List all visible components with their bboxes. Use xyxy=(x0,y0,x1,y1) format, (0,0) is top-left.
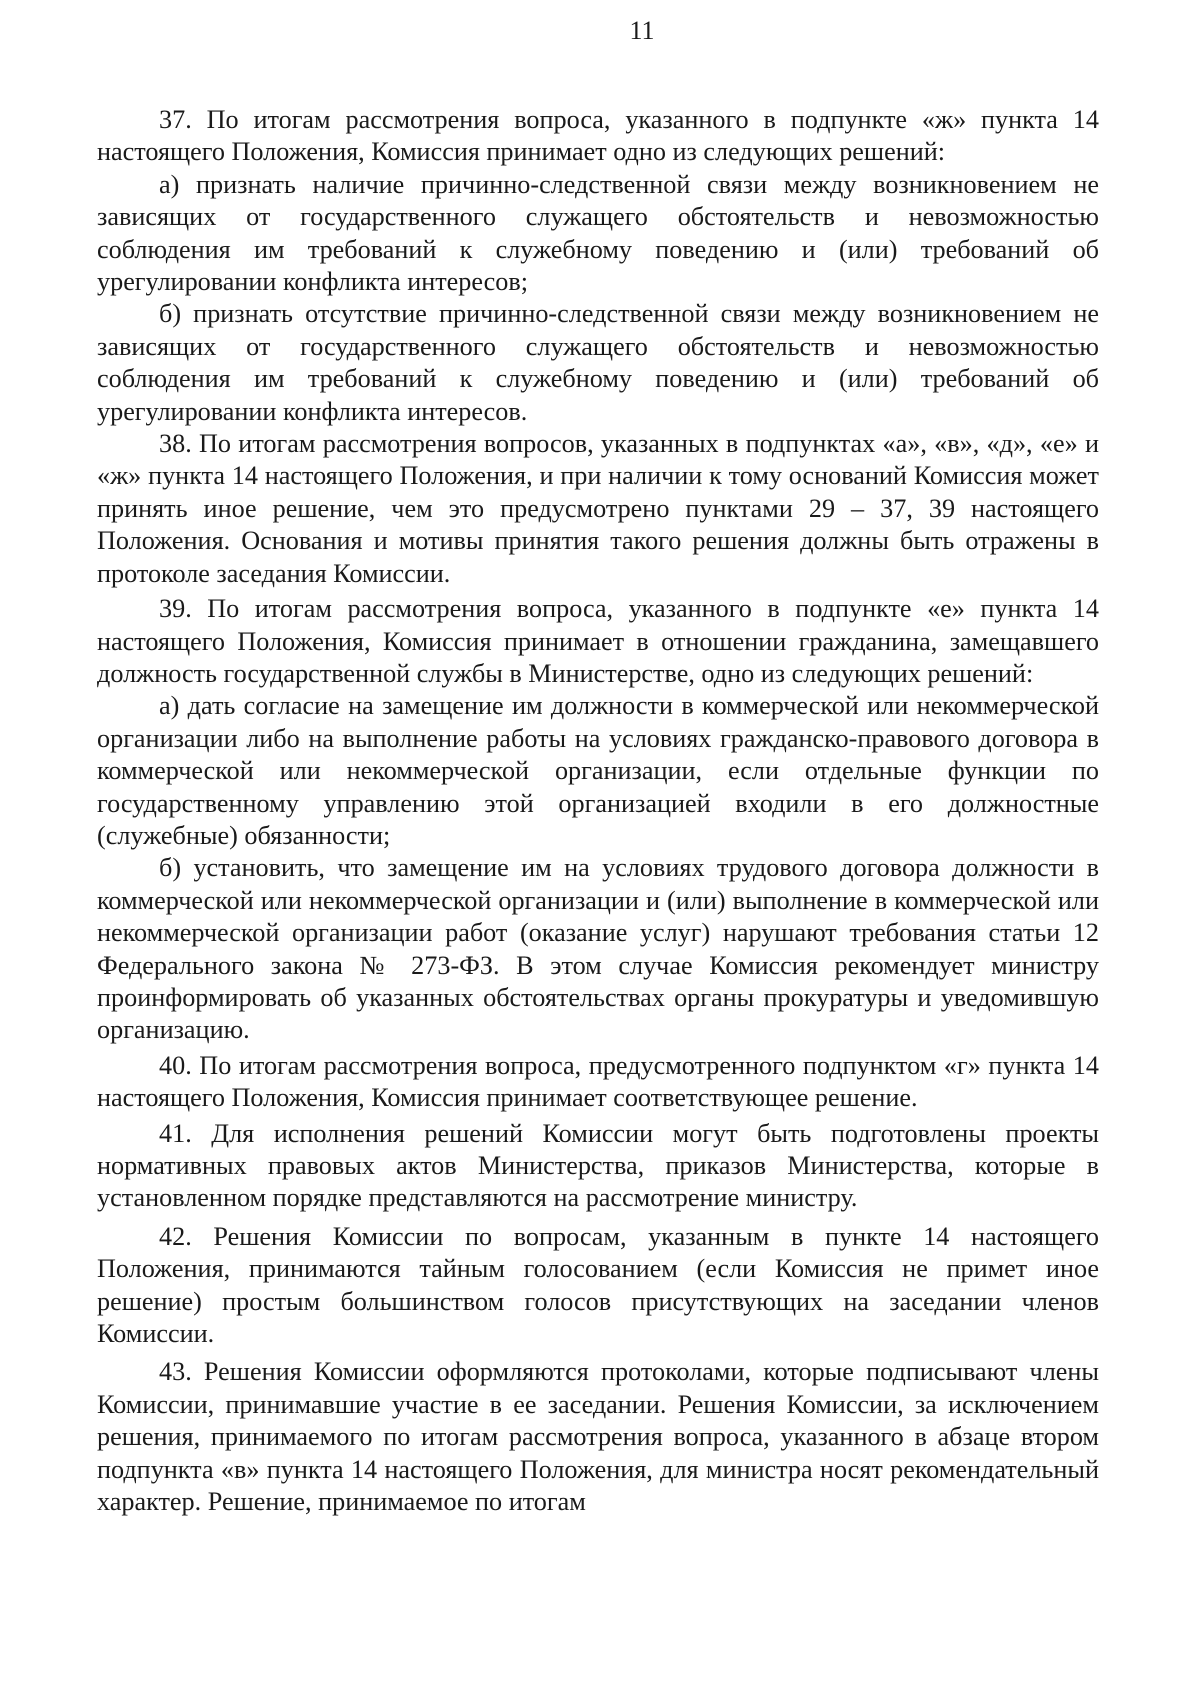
paragraph-42: 42. Решения Комиссии по вопросам, указанным в пункте 14 настоящего Положения, принимаются тайным голосованием (если Комиссия не примет иное решение) простым большинством голосов присутствующих на заседании членов Комиссии. xyxy=(97,1221,1099,1349)
paragraph-37-b: б) признать отсутствие причинно-следственной связи между возникновением не зависящих от государственного служащего обстоятельств и невозможностью соблюдения им требований к служебному поведению и (или) требований об урегулировании конфликта интересов. xyxy=(97,299,1099,426)
paragraph-43: 43. Решения Комиссии оформляются протоколами, которые подписывают члены Комиссии, принимавшие участие в ее заседании. Решения Комиссии, за исключением решения, принимаемого по итогам рассмотрения вопроса, указанного в абзаце втором подпункта «в» пункта 14 настоящего Положения, для министра носят рекомендательный характер. Решение, принимаемое по итогам xyxy=(97,1357,1099,1517)
paragraph-39-b: б) установить, что замещение им на условиях трудового договора должности в коммерческой или некоммерческой организации и (или) выполнение в коммерческой или некоммерческой организации работ (оказание услуг) нарушают требования статьи 12 Федерального закона № 273-ФЗ. В этом случае Комиссия рекомендует министру проинформировать об указанных обстоятельствах органы прокуратуры и уведомившую организацию. xyxy=(97,853,1099,1045)
paragraph-37: 37. По итогам рассмотрения вопроса, указанного в подпункте «ж» пункта 14 настоящего Положения, Комиссия принимает одно из следующих решений: xyxy=(97,105,1099,167)
paragraph-38: 38. По итогам рассмотрения вопросов, указанных в подпунктах «а», «в», «д», «е» и «ж» пункта 14 настоящего Положения, и при наличии к тому оснований Комиссия может принять иное решение, чем это предусмотрено пунктами 29 – 37, 39 настоящего Положения. Основания и мотивы принятия такого решения должны быть отражены в протоколе заседания Комиссии. xyxy=(97,429,1099,588)
page-number: 11 xyxy=(629,16,655,45)
paragraph-41: 41. Для исполнения решений Комиссии могут быть подготовлены проекты нормативных правовых актов Министерства, приказов Министерства, которые в установленном порядке представляются на рассмотрение министру. xyxy=(97,1118,1099,1213)
paragraph-37-a: а) признать наличие причинно-следственной связи между возникновением не зависящих от государственного служащего обстоятельств и невозможностью соблюдения им требований к служебному поведению и (или) требований об урегулировании конфликта интересов; xyxy=(97,169,1099,297)
paragraph-40: 40. По итогам рассмотрения вопроса, предусмотренного подпунктом «г» пункта 14 настоящего Положения, Комиссия принимает соответствующее решение. xyxy=(97,1050,1099,1113)
paragraph-39: 39. По итогам рассмотрения вопроса, указанного в подпункте «е» пункта 14 настоящего Положения, Комиссия принимает в отношении гражданина, замещавшего должность государственной службы в Министерстве, одно из следующих решений: xyxy=(97,594,1099,688)
paragraph-39-a: а) дать согласие на замещение им должности в коммерческой или некоммерческой организации либо на выполнение работы на условиях гражданско-правового договора в коммерческой или некоммерческой организации, если отдельные функции по государственному управлению этой организацией входили в его должностные (служебные) обязанности; xyxy=(97,691,1099,850)
document-body xyxy=(97,104,1099,1518)
